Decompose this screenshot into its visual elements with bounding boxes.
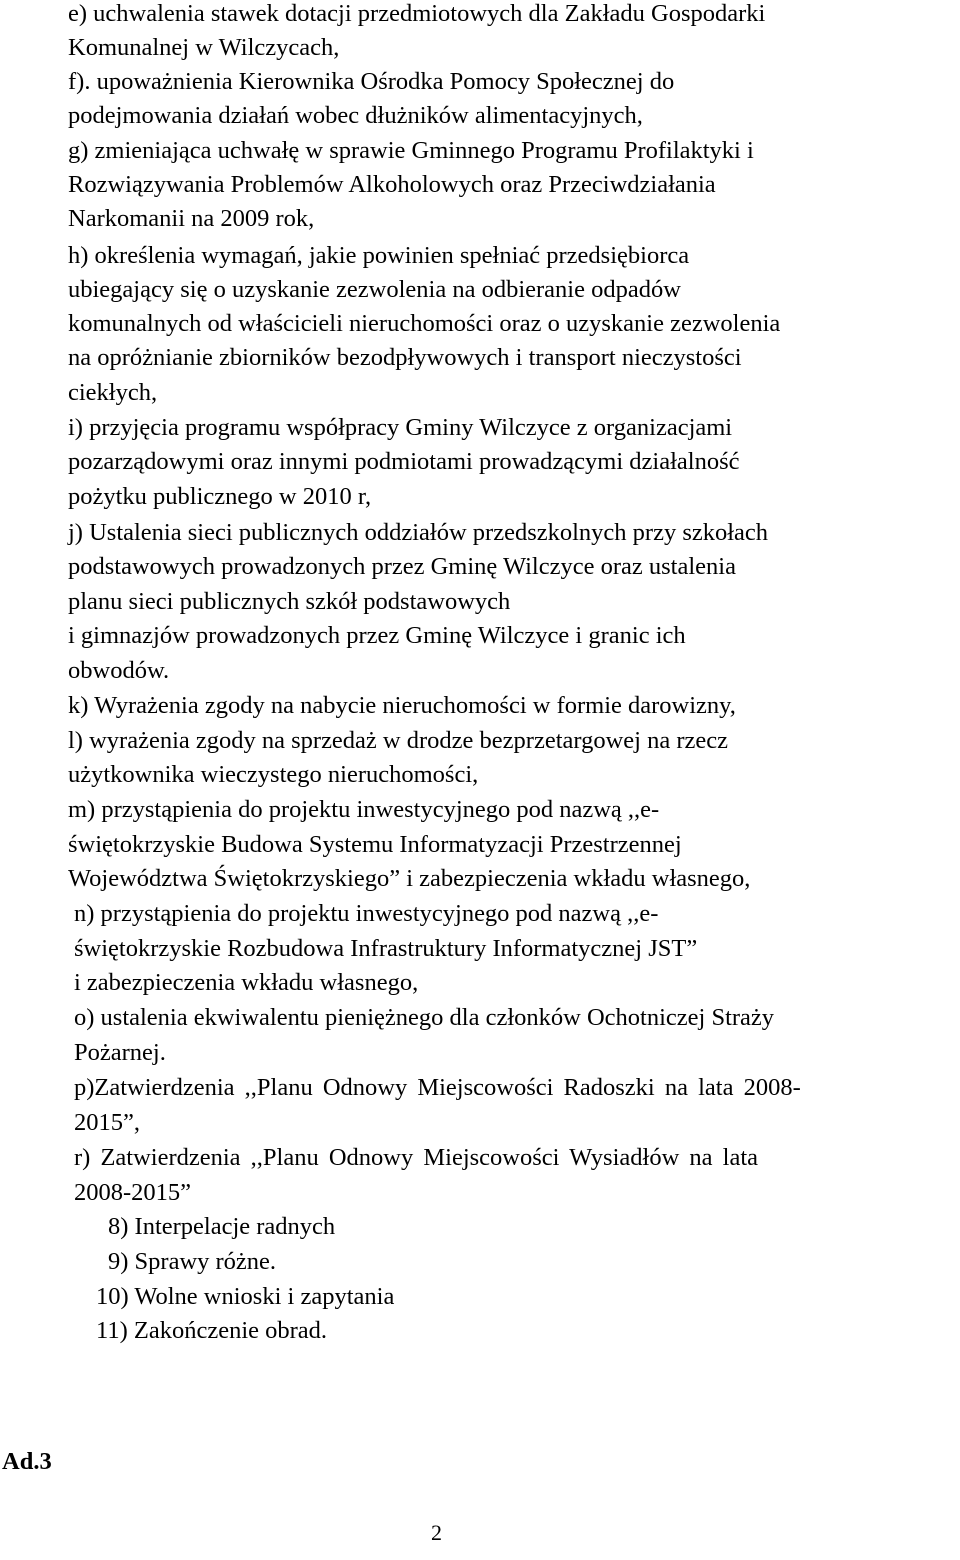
text-line-n3: i zabezpieczenia wkładu własnego, <box>74 969 419 996</box>
text-line-o1: o) ustalenia ekwiwalentu pieniężnego dla członków Ochotniczej Straży <box>74 1004 775 1031</box>
text-line-h1: h) określenia wymagań, jakie powinien spełniać przedsiębiorca <box>68 242 690 269</box>
text-line-h5: ciekłych, <box>68 379 158 406</box>
text-line-k1: k) Wyrażenia zgody na nabycie nieruchomości w formie darowizny, <box>68 692 736 719</box>
text-line-j5: obwodów. <box>68 657 170 684</box>
agenda-item-8: 8) Interpelacje radnych <box>108 1213 336 1240</box>
text-line-m3: Województwa Świętokrzyskiego” i zabezpieczenia wkładu własnego, <box>68 865 751 892</box>
text-line-e2: Komunalnej w Wilczycach, <box>68 34 340 61</box>
text-line-r2: 2008-2015” <box>74 1179 192 1206</box>
text-line-m2: świętokrzyskie Budowa Systemu Informatyzacji Przestrzennej <box>68 831 682 858</box>
text-line-h3: komunalnych od właścicieli nieruchomości oraz o uzyskanie zezwolenia <box>68 310 781 337</box>
text-line-j1: j) Ustalenia sieci publicznych oddziałów przedszkolnych przy szkołach <box>68 519 769 546</box>
text-line-l1: l) wyrażenia zgody na sprzedaż w drodze bezprzetargowej na rzecz <box>68 727 728 754</box>
text-line-h4: na opróżnianie zbiorników bezodpływowych i transport nieczystości <box>68 344 742 371</box>
text-line-g1: g) zmieniająca uchwałę w sprawie Gminnego Programu Profilaktyki i <box>68 137 754 164</box>
text-line-p1: p)Zatwierdzenia ,,Planu Odnowy Miejscowości Radoszki na lata 2008- <box>74 1074 801 1101</box>
text-line-g3: Narkomanii na 2009 rok, <box>68 205 315 232</box>
text-line-i3: pożytku publicznego w 2010 r, <box>68 483 372 510</box>
text-line-f1: f). upoważnienia Kierownika Ośrodka Pomocy Społecznej do <box>68 68 675 95</box>
text-line-h2: ubiegający się o uzyskanie zezwolenia na odbieranie odpadów <box>68 276 681 303</box>
text-line-f2: podejmowania działań wobec dłużników alimentacyjnych, <box>68 102 643 129</box>
text-line-j4: i gimnazjów prowadzonych przez Gminę Wilczyce i granic ich <box>68 622 686 649</box>
section-heading: Ad.3 <box>2 1448 52 1475</box>
text-line-o2: Pożarnej. <box>74 1039 166 1066</box>
text-line-i2: pozarządowymi oraz innymi podmiotami prowadzącymi działalność <box>68 448 740 475</box>
page-number: 2 <box>431 1520 442 1545</box>
text-line-l2: użytkownika wieczystego nieruchomości, <box>68 761 479 788</box>
text-line-p2: 2015”, <box>74 1109 140 1136</box>
text-line-j2: podstawowych prowadzonych przez Gminę Wilczyce oraz ustalenia <box>68 553 736 580</box>
text-line-n2: świętokrzyskie Rozbudowa Infrastruktury Informatycznej JST” <box>74 935 698 962</box>
text-line-r1: r) Zatwierdzenia ,,Planu Odnowy Miejscowości Wysiadłów na lata <box>74 1144 758 1171</box>
text-line-j3: planu sieci publicznych szkół podstawowych <box>68 588 511 615</box>
agenda-item-11: 11) Zakończenie obrad. <box>96 1317 328 1344</box>
text-line-e1: e) uchwalenia stawek dotacji przedmiotowych dla Zakładu Gospodarki <box>68 0 766 27</box>
text-line-m1: m) przystąpienia do projektu inwestycyjnego pod nazwą ,,e- <box>68 796 660 823</box>
text-line-n1: n) przystąpienia do projektu inwestycyjnego pod nazwą ,,e- <box>74 900 659 927</box>
text-line-i1: i) przyjęcia programu współpracy Gminy Wilczyce z organizacjami <box>68 414 733 441</box>
agenda-item-10: 10) Wolne wnioski i zapytania <box>96 1283 395 1310</box>
text-line-g2: Rozwiązywania Problemów Alkoholowych oraz Przeciwdziałania <box>68 171 716 198</box>
agenda-item-9: 9) Sprawy różne. <box>108 1248 277 1275</box>
